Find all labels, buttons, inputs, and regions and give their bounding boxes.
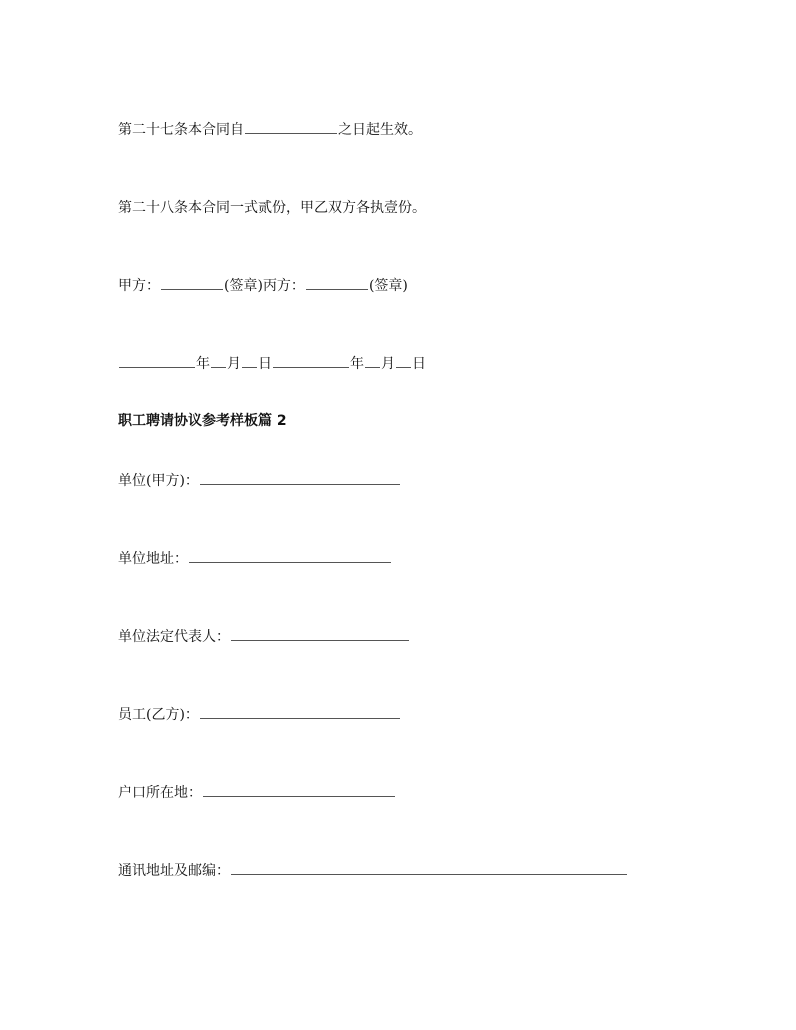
day-a-label: 日 — [258, 356, 272, 372]
field-employer — [118, 472, 401, 490]
year-b-blank — [273, 355, 349, 368]
year-a-blank — [119, 355, 195, 368]
article-28 — [118, 199, 426, 217]
field-legal-representative-label: 单位法定代表人： — [118, 629, 230, 645]
month-b-blank — [365, 355, 380, 368]
party-b-blank — [306, 277, 368, 290]
field-mailing-address-label: 通讯地址及邮编： — [118, 863, 230, 879]
date-line — [118, 355, 426, 373]
month-b-label: 月 — [381, 356, 395, 372]
field-mailing-address — [118, 862, 628, 880]
party-a-blank — [161, 277, 223, 290]
field-mailing-address-blank — [231, 862, 627, 875]
effective-date-blank — [245, 121, 337, 134]
field-legal-representative — [118, 628, 410, 646]
signature-line — [118, 277, 408, 295]
field-employee — [118, 706, 401, 724]
field-employer-label: 单位(甲方)： — [118, 473, 199, 489]
year-a-label: 年 — [196, 356, 210, 372]
article-27 — [118, 121, 422, 139]
party-b-stamp: (签章) — [368, 278, 408, 294]
day-b-blank — [396, 355, 411, 368]
section-2-title: 职工聘请协议参考样板篇 2 — [118, 413, 287, 429]
field-employer-blank — [200, 472, 400, 485]
article-27-prefix: 第二十七条本合同自 — [118, 122, 244, 138]
field-employee-label: 员工(乙方)： — [118, 707, 199, 723]
month-a-label: 月 — [227, 356, 241, 372]
article-27-suffix: 之日起生效。 — [338, 122, 422, 138]
field-employee-blank — [200, 706, 400, 719]
day-b-label: 日 — [412, 356, 426, 372]
field-household-registration — [118, 784, 396, 802]
field-household-registration-label: 户口所在地： — [118, 785, 202, 801]
field-household-registration-blank — [203, 784, 395, 797]
party-a-stamp: (签章) — [224, 278, 263, 294]
party-b-label: 丙方： — [262, 278, 305, 294]
field-employer-address-blank — [189, 550, 391, 563]
field-legal-representative-blank — [231, 628, 409, 641]
party-a-label: 甲方： — [118, 278, 160, 294]
day-a-blank — [242, 355, 257, 368]
year-b-label: 年 — [350, 356, 364, 372]
month-a-blank — [211, 355, 226, 368]
field-employer-address — [118, 550, 392, 568]
field-employer-address-label: 单位地址： — [118, 551, 188, 567]
article-28-text: 第二十八条本合同一式贰份，甲乙双方各执壹份。 — [118, 200, 426, 216]
